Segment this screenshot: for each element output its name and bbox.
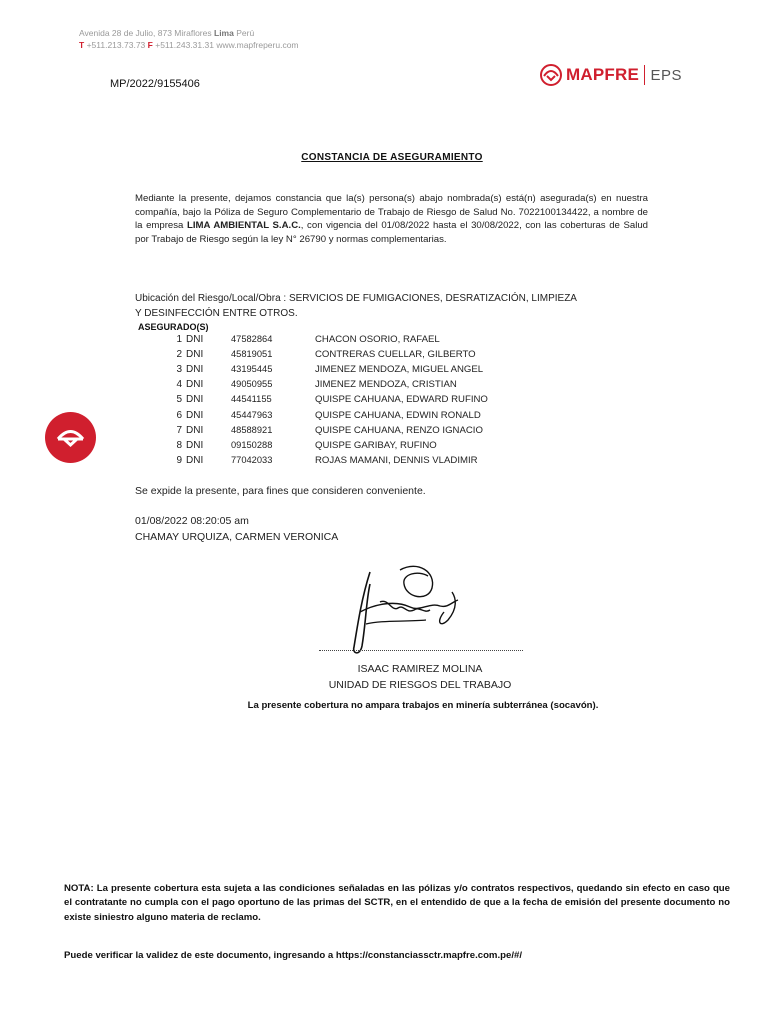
company-name: LIMA AMBIENTAL S.A.C.: [187, 220, 301, 232]
legal-note: NOTA: La presente cobertura esta sujeta a las condiciones señaladas en las pólizas y/o contratos respectivos, quedando sin efecto en caso que el contratante no cumpla con el pago oportuno de las primas del SCTR, en el entendido de que a la fecha de emisión del presente documento no existe siniestro alguno materia de reclamo.: [64, 883, 730, 923]
insured-id: 49050955: [231, 379, 273, 390]
insured-name: QUISPE CAHUANA, EDWARD RUFINO: [315, 394, 488, 406]
fax-label: F: [147, 40, 153, 50]
insured-number: 4: [176, 379, 182, 391]
insured-number: 5: [176, 394, 182, 406]
insured-id: 43195445: [231, 364, 273, 375]
document-title: CONSTANCIA DE ASEGURAMIENTO: [301, 152, 483, 163]
logo-wordmark: MAPFRE: [566, 65, 639, 84]
agent-name: CHAMAY URQUIZA, CARMEN VERONICA: [135, 531, 339, 543]
mapfre-eps-logo: [540, 63, 682, 87]
verification-note: Puede verificar la validez de este documento, ingresando a https://constanciassctr.mapfre.com.pe/#/: [64, 950, 522, 961]
mapfre-seal-icon: [45, 412, 96, 463]
insured-name: CONTRERAS CUELLAR, GILBERTO: [315, 349, 476, 361]
signature-line: [319, 650, 523, 651]
company-contacts: [79, 40, 299, 50]
insured-doc-type: DNI: [186, 454, 204, 466]
insured-id: 47582864: [231, 334, 273, 344]
insured-id: 77042033: [231, 454, 273, 465]
logo-eps-label: EPS: [650, 66, 682, 84]
company-address: [79, 28, 254, 38]
insured-number: 3: [176, 364, 182, 376]
insured-id: 44541155: [231, 394, 272, 405]
website-link[interactable]: www.mapfreperu.com: [216, 40, 299, 50]
insured-name: CHACON OSORIO, RAFAEL: [315, 334, 440, 345]
insured-name: ROJAS MAMANI, DENNIS VLADIMIR: [315, 454, 478, 466]
insured-doc-type: DNI: [186, 394, 204, 406]
insured-number: 1: [176, 334, 182, 345]
address-country: Perú: [236, 28, 255, 38]
risk-location: [135, 292, 655, 321]
insured-id: 45819051: [231, 349, 273, 360]
handwritten-signature: [340, 562, 470, 662]
insured-doc-type: DNI: [186, 379, 204, 391]
phone-label: T: [79, 40, 85, 50]
insured-number: 2: [176, 349, 182, 361]
insured-doc-type: DNI: [186, 409, 204, 421]
issue-datetime: 01/08/2022 08:20:05 am: [135, 515, 249, 527]
logo-divider: [644, 65, 646, 85]
insured-id: 48588921: [231, 424, 273, 435]
insured-number: 9: [176, 454, 182, 466]
phone-number: +511.213.73.73: [86, 40, 146, 50]
certificate-paragraph: [135, 192, 648, 246]
fax-number: +511.243.31.31: [155, 40, 214, 50]
insured-heading: ASEGURADO(S): [138, 322, 209, 332]
insured-id: 09150288: [231, 439, 273, 450]
coverage-exclusion-note: La presente cobertura no ampara trabajos en minería subterránea (socavón).: [247, 700, 599, 711]
mapfre-logo-icon: [540, 64, 562, 86]
document-reference: MP/2022/9155406: [110, 78, 200, 90]
insured-name: QUISPE CAHUANA, EDWIN RONALD: [315, 409, 481, 421]
paragraph-part1: Mediante la presente, dejamos constancia que la(s) persona(s) abajo nombrada(s) está(n) asegurada(s) en nuestra compañía, bajo la Póliza de Seguro Complementario de Trabajo de Riesgo de Salud No. 7022100134422, a nombre de la empresa: [135, 193, 648, 232]
insured-doc-type: DNI: [186, 334, 204, 345]
signer-unit: UNIDAD DE RIESGOS DEL TRABAJO: [328, 679, 512, 691]
address-street: Avenida 28 de Julio, 873 Miraflores: [79, 28, 212, 38]
insured-id: 45447963: [231, 409, 273, 420]
risk-location-line1: Ubicación del Riesgo/Local/Obra : SERVICIOS DE FUMIGACIONES, DESRATIZACIÓN, LIMPIEZA: [135, 293, 577, 304]
insured-number: 7: [176, 424, 182, 436]
insured-number: 6: [176, 409, 182, 421]
paragraph-part2: , con vigencia del 01/08/2022 hasta el 30/08/2022, con las coberturas de Salud por Trabajo de Riesgo según la ley N° 26790 y normas complementarias.: [135, 220, 649, 245]
address-city: Lima: [214, 28, 234, 38]
insured-doc-type: DNI: [186, 364, 204, 376]
insured-number: 8: [176, 439, 182, 451]
insured-name: QUISPE GARIBAY, RUFINO: [315, 439, 437, 451]
signer-name: ISAAC RAMIREZ MOLINA: [357, 663, 483, 675]
insured-doc-type: DNI: [186, 349, 204, 361]
risk-location-line2: Y DESINFECCIÓN ENTRE OTROS.: [135, 307, 298, 319]
insured-name: JIMENEZ MENDOZA, CRISTIAN: [315, 379, 457, 391]
insured-name: QUISPE CAHUANA, RENZO IGNACIO: [315, 424, 483, 436]
insured-doc-type: DNI: [186, 439, 204, 451]
insured-name: JIMENEZ MENDOZA, MIGUEL ANGEL: [315, 364, 484, 376]
insured-doc-type: DNI: [186, 424, 204, 436]
issuance-statement: Se expide la presente, para fines que consideren conveniente.: [135, 485, 426, 497]
